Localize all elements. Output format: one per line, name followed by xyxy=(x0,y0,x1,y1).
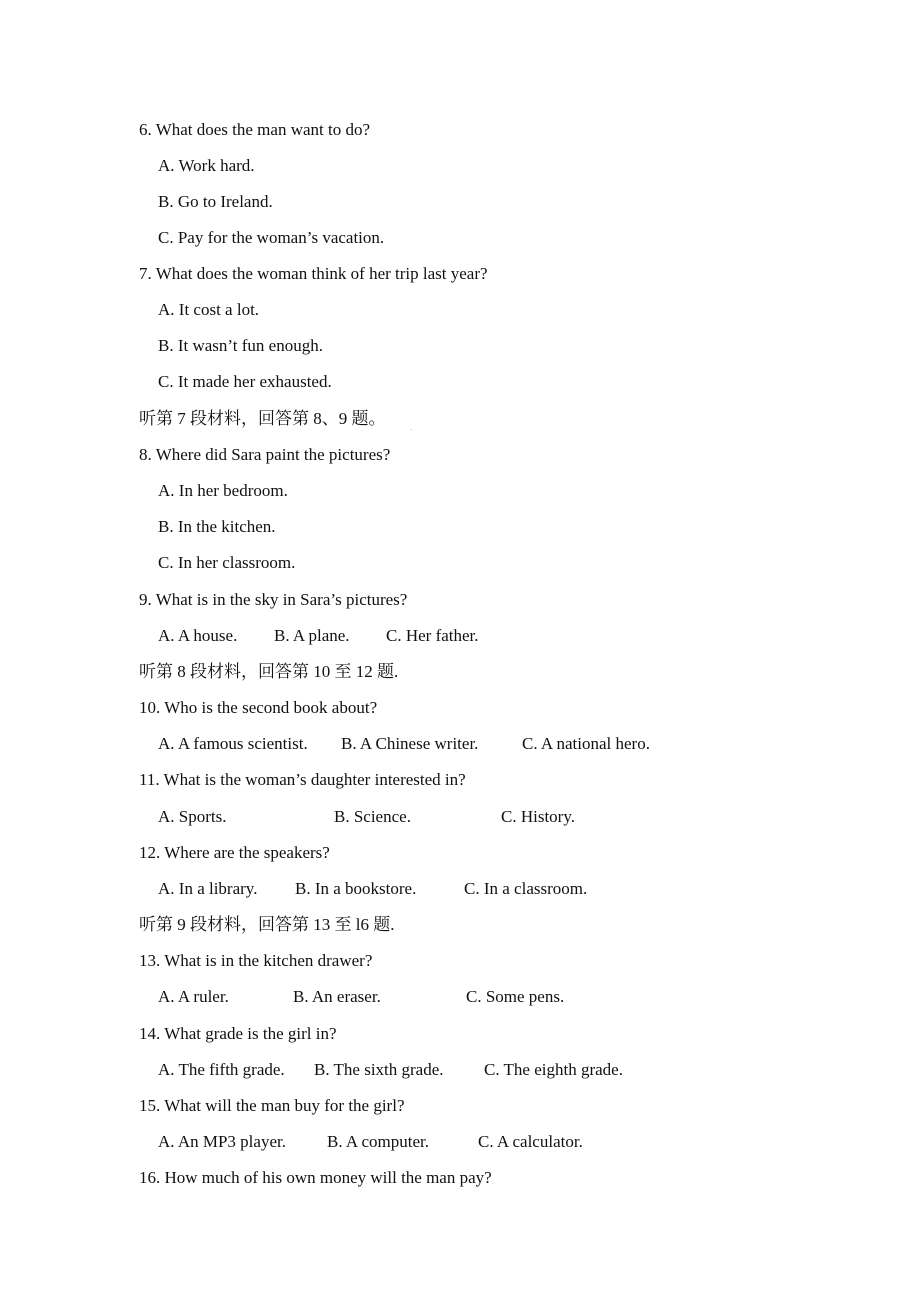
question-12-option-a: A. In a library. xyxy=(158,879,258,898)
question-9-text: 9. What is in the sky in Sara’s pictures? xyxy=(139,590,408,609)
question-15-option-c: C. A calculator. xyxy=(478,1132,583,1151)
question-14-option-a: A. The fifth grade. xyxy=(158,1060,285,1079)
question-11-option-a: A. Sports. xyxy=(158,807,227,826)
question-6-option-a: A. Work hard. xyxy=(158,156,255,175)
section-8-instruction: 听第 8 段材料，回答第 10 至 12 题. xyxy=(139,662,399,681)
question-15-option-b: B. A computer. xyxy=(327,1132,429,1151)
question-14-option-c: C. The eighth grade. xyxy=(484,1060,623,1079)
question-8-text: 8. Where did Sara paint the pictures? xyxy=(139,445,391,464)
question-16-text: 16. How much of his own money will the man pay? xyxy=(139,1168,492,1187)
question-13-option-c: C. Some pens. xyxy=(466,987,565,1006)
question-10-option-b: B. A Chinese writer. xyxy=(341,734,479,753)
question-6-option-b: B. Go to Ireland. xyxy=(158,192,273,211)
stray-mark: . xyxy=(410,422,413,432)
question-14-option-b: B. The sixth grade. xyxy=(314,1060,444,1079)
question-10-option-c: C. A national hero. xyxy=(522,734,650,753)
question-11-text: 11. What is the woman’s daughter interested in? xyxy=(139,770,466,789)
question-12-option-c: C. In a classroom. xyxy=(464,879,588,898)
question-15-option-a: A. An MP3 player. xyxy=(158,1132,286,1151)
section-9-instruction: 听第 9 段材料，回答第 13 至 l6 题. xyxy=(139,915,395,934)
question-8-option-c: C. In her classroom. xyxy=(158,553,296,572)
question-13-option-b: B. An eraser. xyxy=(293,987,381,1006)
question-7-option-a: A. It cost a lot. xyxy=(158,300,260,319)
question-10-text: 10. Who is the second book about? xyxy=(139,698,378,717)
question-6-option-c: C. Pay for the woman’s vacation. xyxy=(158,228,385,247)
question-11-option-b: B. Science. xyxy=(334,807,411,826)
question-12-text: 12. Where are the speakers? xyxy=(139,843,330,862)
section-7-instruction: 听第 7 段材料，回答第 8、9 题。 xyxy=(139,409,386,428)
question-7-text: 7. What does the woman think of her trip last year? xyxy=(139,264,488,283)
question-7-option-c: C. It made her exhausted. xyxy=(158,372,332,391)
question-7-option-b: B. It wasn’t fun enough. xyxy=(158,336,323,355)
question-8-option-b: B. In the kitchen. xyxy=(158,517,276,536)
question-9-option-a: A. A house. xyxy=(158,626,238,645)
question-8-option-a: A. In her bedroom. xyxy=(158,481,288,500)
question-12-option-b: B. In a bookstore. xyxy=(295,879,417,898)
question-11-option-c: C. History. xyxy=(501,807,575,826)
question-9-option-b: B. A plane. xyxy=(274,626,350,645)
question-13-option-a: A. A ruler. xyxy=(158,987,229,1006)
question-13-text: 13. What is in the kitchen drawer? xyxy=(139,951,373,970)
question-6-text: 6. What does the man want to do? xyxy=(139,120,371,139)
question-15-text: 15. What will the man buy for the girl? xyxy=(139,1096,405,1115)
question-9-option-c: C. Her father. xyxy=(386,626,479,645)
question-14-text: 14. What grade is the girl in? xyxy=(139,1024,337,1043)
question-10-option-a: A. A famous scientist. xyxy=(158,734,308,753)
